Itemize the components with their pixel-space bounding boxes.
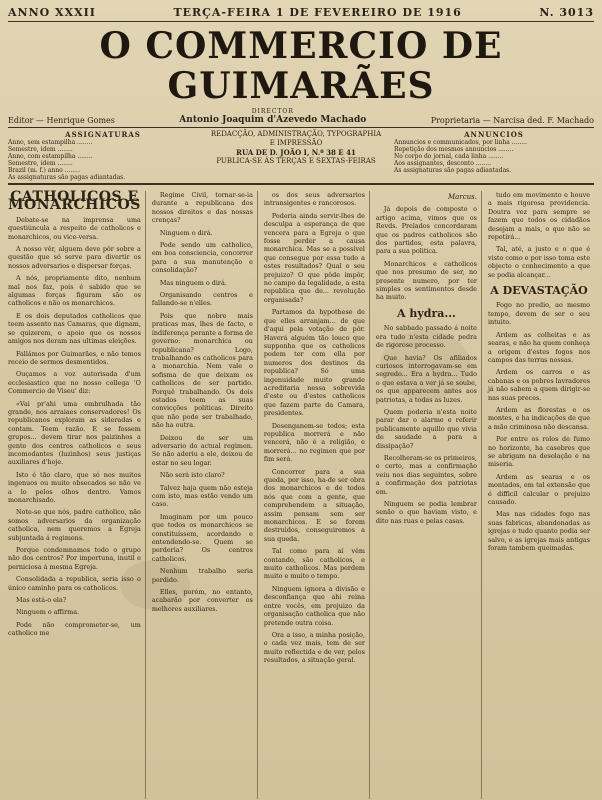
- headline-devastacao: A DEVASTAÇÃO: [490, 284, 588, 298]
- annuncios-note: As assignaturas são pagas adiantadas.: [394, 167, 512, 174]
- paragraph: Concorrer para a sua queda, por isso, ha-de ser obra dos monarchicos e de todos nós que com a gente, que comprehendem a situação, assim pensam sem ser monarchicos. E se forem destruidos, conseguiremos a sua queda.: [263, 467, 365, 543]
- issue-number: N. 3013: [539, 6, 594, 19]
- headline-hydra: A hydra...: [397, 306, 456, 320]
- director-label: DIRECTOR: [251, 108, 294, 115]
- paragraph: Nenhum trabalho seria perdido.: [151, 567, 253, 584]
- column-1: [8, 191, 146, 799]
- paragraph: Mas ninguem o dirá.: [159, 278, 227, 287]
- paragraph: os dos seus adversarios intransigentes e rancorosos.: [263, 191, 365, 208]
- signature: Marcus.: [448, 193, 477, 201]
- paragraph: Tal, até, a justo e o que é visto como e por isso toma este objecto o conhecimento a que se podia alcançar...: [487, 245, 590, 279]
- article-columns: [8, 191, 594, 799]
- paragraph: Ninguem ignora a divisão e desconfiança que ahi reina entre vocês, em prejuizo da organisação catholica que não pretende outra coisa.: [263, 584, 365, 627]
- assinaturas-line: Anno, sem estampilha ........: [8, 139, 93, 146]
- year-label: ANNO XXXII: [8, 6, 96, 19]
- redaccao-block: [204, 130, 388, 181]
- top-line: [8, 6, 594, 22]
- paragraph: Poderia ainda servir-lhes de desculpa a esperança de que vencera para a Egreja o que fosse perder a causa monarchica. Mas se a possível que consegue por essa tudo a estes resultados? Qual o seu prejuizo? O que pôde impôr, no campo da legalidade, a esta republica que de... revolução organisada?: [263, 211, 365, 304]
- paragraph: Elles, porém, no entanto, acabarão por converter os melhores auxiliares.: [151, 588, 253, 613]
- assinaturas-note: As assignaturas são pagas adiantadas.: [8, 174, 126, 181]
- paragraph: Fogo no predio, ao mesmo tempo, devem de ser o seu intuito.: [487, 301, 590, 327]
- paragraph: Ardem os carros e as cabanas e os pobres lavradores já não sabem a quem dirigir-se nas suas preces.: [487, 368, 591, 402]
- paragraph: No sabbado passado á noite era tudo n'esta cidade pedra de rigoroso processo.: [375, 324, 477, 350]
- address-line: RUA DE D. JOÃO I, N.º 38 E 41: [236, 148, 356, 157]
- assinaturas-line: Brazil (m. f.) anno ........: [8, 167, 80, 174]
- paragraph: Tal como para aí vêm contando, são catholicos, e muito catholicos. Mas perdem muito e muito o tempo.: [263, 547, 365, 581]
- paragraph: Note-se que nós, padre catholico, não somos adversarios da organização catholica, nem queremos a Egreja subjuntada á regimens.: [8, 508, 141, 542]
- paragraph: Debate-se na imprensa uma questiúncula a respeito de catholicos e monarchicos, ou vice-versa.: [8, 215, 141, 241]
- paragraph: Ninguem se podia lembrar senão o que haviam visto, e dito nas ruas e pelas casas.: [375, 500, 477, 525]
- column-2: [152, 191, 258, 799]
- masthead: O COMMERCIO DE GUIMARÃES: [99, 25, 503, 107]
- info-band: [8, 127, 594, 185]
- director-row: [8, 108, 594, 125]
- column-4: [376, 191, 482, 799]
- paragraph: Talvez haja quem não esteja com isto, mas estão vendo um caso.: [151, 483, 253, 509]
- editor: Editor — Henrique Gomes: [8, 116, 115, 125]
- paragraph: Ninguem o dirá.: [159, 228, 213, 237]
- annuncios-line: Aos assignantes, desconto ........: [394, 160, 492, 167]
- assinaturas-line: Semestre, idem ........: [8, 146, 73, 153]
- paragraph: Porque condemnamos todo o grupo não dos centros? Por importuna, inutil e perniciosa á mesma Egreja.: [8, 546, 141, 571]
- paragraph: Ninguem o affirma.: [16, 608, 80, 617]
- redaccao-line: REDACÇÃO, ADMINISTRAÇÃO, TYPOGRAPHIA: [210, 130, 382, 138]
- date-line: TERÇA-FEIRA 1 DE FEVEREIRO DE 1916: [173, 6, 462, 19]
- paragraph: «Vai pr'ahi uma embrulhada tão grande, nos arraiaes conservadores! Os republicanos exploram as sideradas e contam. Teem razão. E se fossem grupos... devem tirar nos paizinhos a gente dos centros catholicos e seus incomodantes (luzinhos) seus justiças auxiliares d'hoje.: [8, 399, 141, 467]
- director-name: Antonio Joaquim d'Azevedo Machado: [179, 115, 367, 125]
- paragraph: Organisando centros e fallando-se n'elles.: [151, 291, 253, 308]
- paragraph: Pode sendo um catholico, em boa consciencia, concorrer para a sua manutenção e consolidação?: [151, 241, 253, 275]
- paragraph: Por entre os rolos de fumo no horizonte, ha casebres que se abrigam na desolação e na miseria.: [487, 435, 590, 469]
- paragraph: Ouçamos a voz autorisada d'um ecclesiastico que no nosso collega 'O Commercio de Viseu' diz:: [8, 370, 141, 396]
- paragraph: Mas nas cidades fogo nas suas fabricas, abandonadas as igrejas e tudo quanto podia ser salvo, e as igrejas mais antigas foram tambem queimadas.: [487, 510, 590, 553]
- headline-catholicos: CATHOLICOS E MONARCHICOS: [8, 189, 141, 214]
- paragraph: Mas está-o ela?: [16, 596, 67, 605]
- paragraph: Monarchicos e catholicos que nos presumo de ser, no presente numero, por ter simples os sentimentos desde ha muito.: [375, 259, 477, 302]
- paragraph: Isto é tão claro, que só nos muitos ingenuos ou muito obsecados se não ve a lo pelos olhos dentro. Vamos monarchisado.: [8, 470, 141, 504]
- paragraph: Ardem as florestas e os montes, e ha indicações de que a mão criminosa não descansa.: [487, 405, 590, 431]
- paragraph: Recolheram-se os primeiros, e certo, mas a confirmação veiu nos dias seguintes, sobre a confirmação dos patriotas em.: [375, 453, 477, 496]
- paragraph: Regime Civil, tornar-se-ia durante a republicana dos nossos direitos e das nossas crenças?: [151, 191, 253, 225]
- annuncios-line: Annuncios e communicados, por linha ........: [394, 139, 527, 146]
- paragraph: Deixou de ser um adversario do actual regimen. Se não aderiu a ele, deixou de estar no seu logar.: [151, 433, 253, 467]
- paragraph: Fallâmos por Guimarães, e não temos receio de sermos desmentidos.: [8, 349, 141, 366]
- paragraph: Não será isto claro?: [159, 471, 225, 480]
- annuncios-line: Repetição dos mesmos annuncios ........: [394, 146, 514, 153]
- paragraph: Partamos da hypothese de que elles arranjam... de que d'aqui pela votação de pôr. Haverá alguém tão louco que supponha que os catholicos podem ter com ella por numeros dos destinos da republica? Só uma ingenuidade muito grande acreditaria nessa sobrevida d'este ou d'estes catholicos que fazem parte da Camara, presidentes.: [263, 308, 365, 418]
- paragraph: tudo em movimento e houve a mais rigorosa providencia. Doutra vez para sempre se fazem que todos os cidadãos desejam a mais, o que não se repetirá...: [487, 191, 590, 242]
- annuncios-title: ANNUNCIOS: [464, 130, 524, 139]
- paragraph: Ardem as searas e os montados, em tal extensão que é difficil calcular o prejuizo causado.: [487, 472, 590, 506]
- column-3: [264, 191, 370, 799]
- paragraph: Já depois de composto o artigo acima, vimos que os Revds. Prelados concordaram que os padres catholicos são dos partidos, esta palavra, para a sua politica.: [375, 205, 477, 256]
- column-5: [488, 191, 594, 799]
- paragraph: Quem poderia n'esta noite parar dar o alarme e referir publicamente aquillo que vivia de saudade a para a dissipação?: [375, 407, 477, 450]
- paragraph: Desenganem-se todos; esta republica morrerá e não vencerá, não é a religião, e morrerá... no regimen que por fim será.: [263, 421, 365, 464]
- director-block: [179, 108, 366, 125]
- paragraph: Ardem as colheitas e as searas, e não ha quem conheça a origem d'estes fogos nos campos das terras nossas.: [487, 330, 590, 364]
- annuncios-line: No corpo do jornal, cada linha ........: [394, 153, 504, 160]
- paragraph: Imaginam por um pouco que todos os monarchicos se constituíssem, acordando e entendendo-se. Quem se perderia? Os centros catholicos.: [151, 512, 253, 563]
- paragraph: A nosso vêr, alguem deve pôr sobre a questão que só serve para divertir os nossos adversarios e dispersar forças.: [8, 245, 141, 270]
- assinaturas-block: [8, 130, 198, 181]
- paragraph: Pois que nobre mais praticas mas, lhes de facto, e índiferença perante a forma de governo: monarchica ou republicana? Logo, trabalhando os catholicos para a monarchia. Nem vale o sofisma de que deixam os catholicos de ser partido. Porquê trabalhando. Os dois estados teem as suas convicções politicas. Direito que não pode ser trabalhado, não ha outra.: [151, 311, 253, 430]
- assinaturas-line: Semestre, idem ........: [8, 160, 73, 167]
- paragraph: Consolidada a republica, seria isso o único caminho para os catholicos.: [8, 575, 141, 592]
- annuncios-block: [394, 130, 594, 181]
- impressao-line: E IMPRESSÃO: [269, 139, 323, 147]
- paragraph: Pode não comprometer-se, um catholico me: [8, 620, 141, 638]
- proprietor: Proprietaria — Narcisa ded. F. Machado: [430, 116, 594, 125]
- paragraph: A nós, propriamente dito, nenhum mal nos faz, pois é sabido que se algumas forças figuram são os catholicos e não os monarchicos.: [8, 274, 141, 308]
- assinaturas-title: ASSIGNATURAS: [65, 130, 141, 139]
- paragraph: Ora a isso, a minha posição, e cada vez mais, tem de ser muito reflectida e de ver, pelos resultados, a situação geral.: [263, 630, 365, 665]
- assinaturas-line: Anno, com estampilha ........: [8, 153, 93, 160]
- paragraph: Que havia? Os afiliados curiosos interrogavam-se em segredo... Era a hydra... Tudo o que estava a ver já se soube, os que apparecem antes aos patriotas, a todas as luzes.: [375, 353, 477, 404]
- publica-line: PUBLICA-SE ÁS TERÇAS E SEXTAS-FEIRAS: [216, 157, 376, 165]
- paragraph: E os dois deputados catholicos que teem assento nas Camaras, que dignam, se quizerem, o apoio que os nossos amigos nos deram nas ultimas eleições.: [8, 311, 141, 346]
